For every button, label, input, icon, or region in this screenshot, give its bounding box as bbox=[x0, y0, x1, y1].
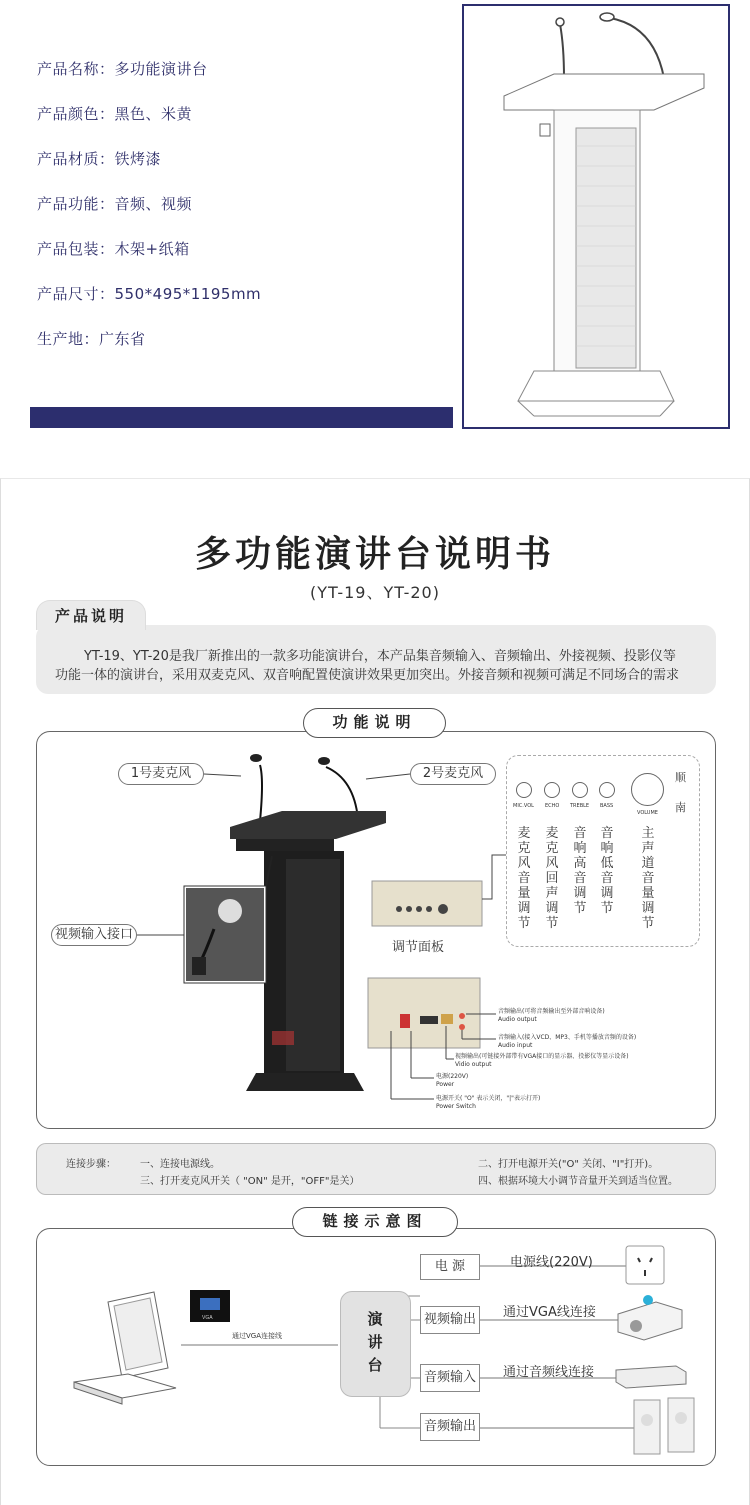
podium-illustration bbox=[464, 6, 728, 427]
manual-title: 多功能演讲台说明书 bbox=[194, 533, 555, 575]
spec-divider-bar bbox=[30, 407, 453, 428]
audio-link-label: 通过音频线连接 bbox=[503, 1365, 595, 1380]
knob-desc-micvol: 麦克风音量调节 bbox=[517, 826, 531, 931]
panel-label: 调节面板 bbox=[380, 938, 456, 960]
mic-vol-knob bbox=[516, 782, 532, 798]
spec-name: 产品名称：多功能演讲台 bbox=[37, 60, 208, 78]
spec-origin: 生产地：广东省 bbox=[37, 330, 146, 348]
projector-icon bbox=[618, 1295, 682, 1340]
mic2-label: 2号麦克风 bbox=[410, 763, 496, 785]
volume-knob bbox=[631, 773, 664, 806]
hub-label: 演讲台 bbox=[367, 1310, 383, 1374]
knob-desc-volume: 主声道音量调节 bbox=[641, 826, 655, 931]
step-1: 一、连接电源线。 bbox=[140, 1159, 220, 1170]
spec-function: 产品功能：音频、视频 bbox=[37, 195, 193, 213]
step-4: 四、根据环境大小调节音量开关到适当位置。 bbox=[478, 1176, 678, 1187]
vga-link-label: 通过VGA线连接 bbox=[503, 1305, 596, 1320]
note-power-switch: 电源开关( "O" 表示关闭，"|"表示打开) Power Switch bbox=[436, 1095, 541, 1110]
knob-label-bass: BASS bbox=[600, 803, 614, 809]
spec-color: 产品颜色：黑色、米黄 bbox=[37, 105, 193, 123]
bass-knob bbox=[599, 782, 615, 798]
knob-desc-bass: 音响低音调节 bbox=[600, 826, 614, 916]
steps-label: 连接步骤： bbox=[66, 1159, 116, 1170]
power-cable-label: 电源线(220V) bbox=[510, 1255, 593, 1270]
svg-text:VGA: VGA bbox=[202, 1315, 213, 1321]
port-video-output: 视频输出 bbox=[420, 1306, 480, 1334]
knob-label-volume: VOLUME bbox=[637, 810, 658, 816]
echo-knob bbox=[544, 782, 560, 798]
intro-line-2: 功能一体的演讲台，采用双麦克风、双音响配置使演讲效果更加突出。外接音频和视频可满足不同场合的需求 bbox=[55, 668, 680, 683]
knob-desc-treble: 音响高音调节 bbox=[573, 826, 587, 916]
knob-label-echo: ECHO bbox=[545, 803, 560, 809]
power-outlet-icon bbox=[626, 1246, 664, 1284]
video-input-label: 视频输入接口 bbox=[51, 924, 137, 946]
dvd-player-icon bbox=[616, 1366, 686, 1388]
note-audio-input: 音频输入(接入VCD、MP3、手机等播放音频的设备) Audio input bbox=[498, 1034, 637, 1049]
mic1-label: 1号麦克风 bbox=[118, 763, 204, 785]
intro-tab: 产品说明 bbox=[36, 600, 146, 630]
knob-desc-echo: 麦克风回声调节 bbox=[545, 826, 559, 931]
port-audio-output: 音频输出 bbox=[420, 1413, 480, 1441]
intro-line-1: YT-19、YT-20是我厂新推出的一款多功能演讲台，本产品集音频输入、音频输出、外接视频、投影仪等 bbox=[84, 649, 676, 664]
knob-label-micvol: MIC.VOL bbox=[513, 803, 534, 809]
step-3: 三、打开麦克风开关（ "ON" 是开，"OFF"是关） bbox=[140, 1176, 360, 1187]
product-photo bbox=[462, 4, 730, 429]
port-power: 电 源 bbox=[420, 1254, 480, 1280]
spec-material: 产品材质：铁烤漆 bbox=[37, 150, 162, 168]
vga-cable-label: 通过VGA连接线 bbox=[232, 1332, 283, 1340]
function-title: 功能说明 bbox=[303, 708, 446, 738]
note-audio-output: 音频输出(可将音频输出至外部音响设备) Audio output bbox=[498, 1008, 605, 1023]
note-power: 电源(220V) Power bbox=[436, 1073, 469, 1088]
port-audio-input: 音频输入 bbox=[420, 1364, 480, 1392]
connection-title: 链接示意图 bbox=[292, 1207, 458, 1237]
direction-counter: 南 bbox=[675, 801, 686, 814]
note-video-output: 视频输出(可链接外部带有VGA接口的显示器、投影仪等显示设备) Vidio output bbox=[455, 1053, 629, 1068]
knob-label-treble: TREBLE bbox=[570, 803, 590, 809]
step-2: 二、打开电源开关("O" 关闭、"I"打开)。 bbox=[478, 1159, 659, 1170]
direction-clockwise: 顺 bbox=[675, 771, 686, 784]
treble-knob bbox=[572, 782, 588, 798]
manual-subtitle: (YT-19、YT-20) bbox=[310, 583, 440, 602]
speakers-icon bbox=[634, 1398, 694, 1454]
spec-package: 产品包装：木架+纸箱 bbox=[37, 240, 190, 258]
spec-size: 产品尺寸：550*495*1195mm bbox=[37, 285, 262, 303]
laptop-icon bbox=[74, 1292, 176, 1404]
